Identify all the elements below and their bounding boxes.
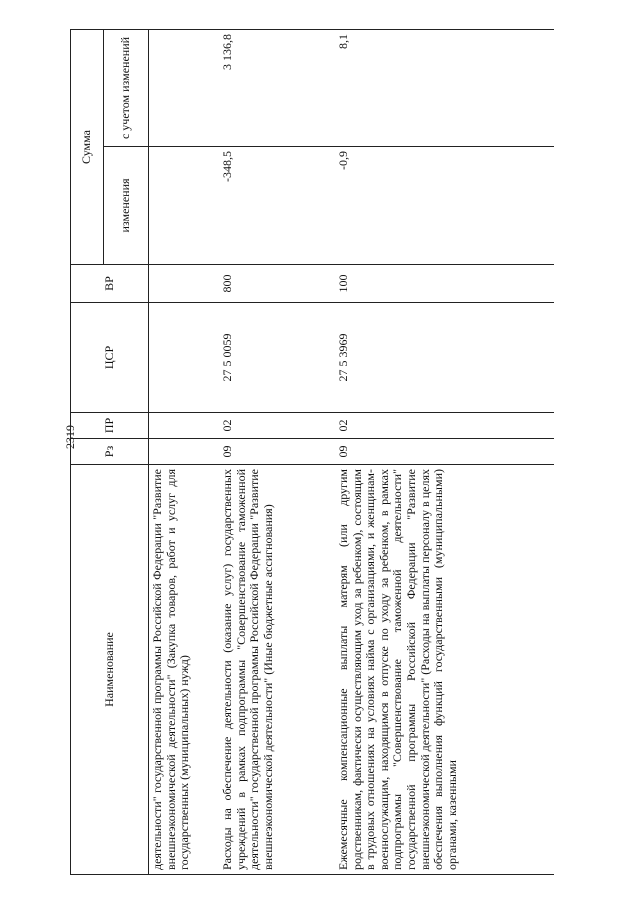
row-total: 3 136,8 bbox=[215, 29, 331, 146]
table-row bbox=[331, 29, 554, 874]
row-name: Расходы на обеспечение деятельности (оказание услуг) государственных учреждений в рамках подпрограммы "Совершенствование таможенной деятельности" государственной программы Российской Федерации "Развитие внешнеэкономической деятельности" (Иные бюджетные ассигнования) bbox=[215, 465, 331, 875]
row-pr: 02 bbox=[215, 413, 331, 439]
header-pr: ПР bbox=[71, 413, 149, 439]
header-rz: Рз bbox=[71, 439, 149, 465]
table-row bbox=[149, 29, 216, 874]
row-csr bbox=[149, 303, 216, 413]
row-rz: 09 bbox=[215, 439, 331, 465]
header-name: Наименование bbox=[71, 465, 149, 875]
row-change: -0,9 bbox=[331, 147, 554, 265]
row-rz bbox=[149, 439, 216, 465]
row-name: деятельности" государственной программы Российской Федерации "Развитие внешнеэкономической деятельности" (Закупка товаров, работ и услуг для государственных (муниципальных) нужд) bbox=[149, 465, 216, 875]
page-number: 2319 bbox=[63, 425, 77, 449]
rotated-document bbox=[70, 30, 610, 875]
row-change: -348,5 bbox=[215, 147, 331, 265]
row-name: Ежемесячные компенсационные выплаты матерям (или другим родственникам, фактически осуществляющим уход за ребенком), состоящим в трудовых отношениях на условиях найма с организациями, и женщинам-военнослужащим, находящимся в отпуске по уходу за ребенком, в рамках подпрограммы "Совершенствование таможенной деятельности" государственной программы Российской Федерации "Развитие внешнеэкономической деятельности" (Расходы на выплаты персоналу в целях обеспечения выполнения функций государственными (муниципальными) органами, казенными bbox=[331, 465, 554, 875]
header-change: изменения bbox=[104, 147, 149, 265]
row-total: 8,1 bbox=[331, 29, 554, 146]
header-row bbox=[71, 29, 104, 874]
header-sum: Сумма bbox=[71, 29, 104, 264]
table-row bbox=[215, 29, 331, 874]
row-total bbox=[149, 29, 216, 146]
row-pr bbox=[149, 413, 216, 439]
row-rz: 09 bbox=[331, 439, 554, 465]
row-vr: 100 bbox=[331, 265, 554, 303]
budget-table bbox=[70, 29, 554, 875]
row-vr: 800 bbox=[215, 265, 331, 303]
row-change bbox=[149, 147, 216, 265]
row-csr: 27 5 3969 bbox=[331, 303, 554, 413]
row-vr bbox=[149, 265, 216, 303]
header-csr: ЦСР bbox=[71, 303, 149, 413]
row-csr: 27 5 0059 bbox=[215, 303, 331, 413]
header-with-change: с учетом изменений bbox=[104, 29, 149, 146]
header-vr: ВР bbox=[71, 265, 149, 303]
row-pr: 02 bbox=[331, 413, 554, 439]
